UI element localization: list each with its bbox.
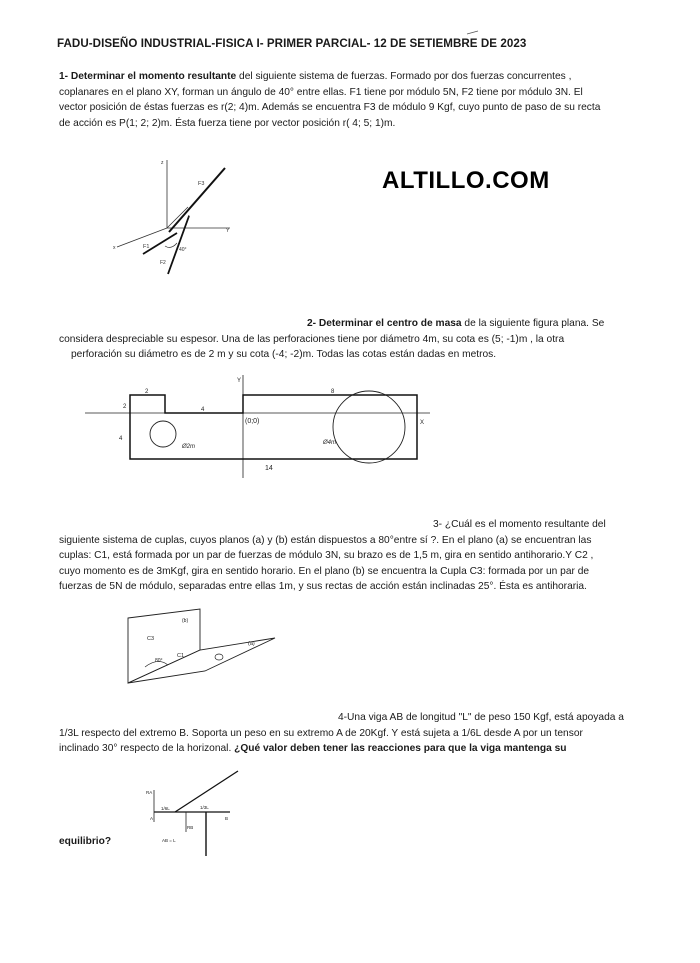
problem1-force-diagram xyxy=(105,150,245,280)
b-label: B xyxy=(225,816,229,821)
problem4-line4: equilibrio? xyxy=(59,836,112,847)
a-label: (a) xyxy=(248,641,255,647)
c2-symbol xyxy=(215,654,223,660)
ink-mark xyxy=(466,30,480,36)
problem1-line3: vector posición de éstas fuerzas es r(2; 4)m. Además se encuentra F3 de módulo 9 Kgf, cuyo punto de paso de su recta xyxy=(59,102,601,114)
problem3-lead: 3- ¿Cuál es el momento resultante del xyxy=(433,519,606,530)
problem1-line2: coplanares en el plano XY, forman un ángulo de 40° entre ellas. F1 tiene por módulo 5N, F2 tiene por módulo 3N. El xyxy=(59,86,583,98)
problem4-line3: inclinado 30° respecto de la horizonal. xyxy=(59,743,235,755)
l3-label: 1/3L xyxy=(200,805,209,810)
problem3-text xyxy=(59,517,659,595)
problem3-line3: cuplas: C1, está formada por un par de fuerzas de módulo 3N, su brazo es de 1,5 m, gira en sentido antihorario.Y C2 , xyxy=(59,550,594,562)
x-label: X xyxy=(420,420,425,426)
angle-arc xyxy=(165,243,177,247)
small-hole xyxy=(150,421,176,447)
x-label: x xyxy=(113,245,116,251)
problem2-line1: de la siguiente figura plana. Se xyxy=(461,318,605,329)
f3-label: F3 xyxy=(198,181,205,187)
rb-label: RB xyxy=(187,825,194,830)
b-label: (b) xyxy=(182,618,189,624)
plate-outline xyxy=(130,395,417,459)
f3-vector xyxy=(169,168,225,232)
r-label: r xyxy=(188,214,190,220)
c1-label: C1 xyxy=(177,653,185,659)
dim-4-top: 4 xyxy=(201,407,205,413)
f2-label: F2 xyxy=(160,260,166,266)
problem3-line2: siguiente sistema de cuplas, cuyos planos (a) y (b) están dispuestos a 80°entre sí ?. En el plano (a) se encuentran las xyxy=(59,534,592,546)
dim-4-left: 4 xyxy=(119,436,123,442)
problem4-question: ¿Qué valor deben tener las reacciones para que la viga mantenga su xyxy=(234,743,567,755)
ab-label: AB = L xyxy=(162,838,176,843)
origin-label: (0;0) xyxy=(245,418,260,425)
ra-label: RA xyxy=(146,790,153,795)
large-hole xyxy=(333,391,405,463)
problem2-line2: considera despreciable su espesor. Una de las perforaciones tiene por diámetro 4m, su cota es (5; -1)m , la otra xyxy=(59,333,565,345)
watermark: ALTILLO.COM xyxy=(382,167,550,194)
problem4-line2: 1/3L respecto del extremo B. Soporta un peso en su extremo A de 20Kgf. Y está sujeta a 1/6L desde A por un tensor xyxy=(59,727,583,739)
dim-2-top: 2 xyxy=(145,389,149,395)
problem4-equilibrio xyxy=(59,834,111,850)
y-label: Y xyxy=(237,378,242,384)
problem3-couples-figure xyxy=(120,605,280,685)
y-label: Y xyxy=(226,228,230,234)
problem4-text xyxy=(59,710,659,757)
angle-label: 40° xyxy=(179,247,187,253)
f2-vector xyxy=(168,216,189,274)
problem1-text xyxy=(59,69,659,131)
problem4-line1: 4-Una viga AB de longitud "L" de peso 150 Kgf, está apoyada a xyxy=(338,712,624,723)
z-label: z xyxy=(161,160,164,166)
problem3-line5: fuerzas de 5N de módulo, separadas entre ellas 1m, y sus rectas de acción están inclinadas 25°. Ésta es antihoraria. xyxy=(59,581,587,593)
page-title: FADU-DISEÑO INDUSTRIAL-FISICA I- PRIMER PARCIAL- 12 DE SETIEMBRE DE 2023 xyxy=(57,37,527,50)
problem1-line4: de acción es P(1; 2; 2)m. Ésta fuerza tiene por vector posición r( 4; 5; 1)m. xyxy=(59,117,396,129)
problem1-line1: del siguiente sistema de fuerzas. Formado por dos fuerzas concurrentes , xyxy=(236,71,572,82)
angle-label: 80° xyxy=(155,658,163,664)
a-label: A xyxy=(150,816,154,821)
problem2-lead: 2- Determinar el centro de masa xyxy=(307,318,462,329)
problem2-line3: perforación su diámetro es de 2 m y su cota (-4; -2)m. Todas las cotas están dadas en metros. xyxy=(71,349,497,361)
problem1-lead: 1- Determinar el momento resultante xyxy=(59,71,237,82)
problem2-plate-figure xyxy=(85,372,445,482)
l6-label: 1/6L xyxy=(161,806,170,811)
problem2-text xyxy=(59,316,659,363)
small-hole-label: Ø2m xyxy=(182,444,196,450)
c3-label: C3 xyxy=(147,636,155,642)
plane-b xyxy=(128,609,200,683)
dim-2-left: 2 xyxy=(123,404,127,410)
dim-8: 8 xyxy=(331,389,335,395)
dim-14: 14 xyxy=(265,465,273,472)
f1-label: F1 xyxy=(143,244,150,250)
problem3-line4: cuyo momento es de 3mKgf, gira en sentido horario. En el plano (b) se encuentra la Cupla C3: formada por un par de xyxy=(59,565,590,577)
large-hole-label: Ø4m xyxy=(323,440,337,446)
problem4-beam-figure xyxy=(140,768,250,860)
